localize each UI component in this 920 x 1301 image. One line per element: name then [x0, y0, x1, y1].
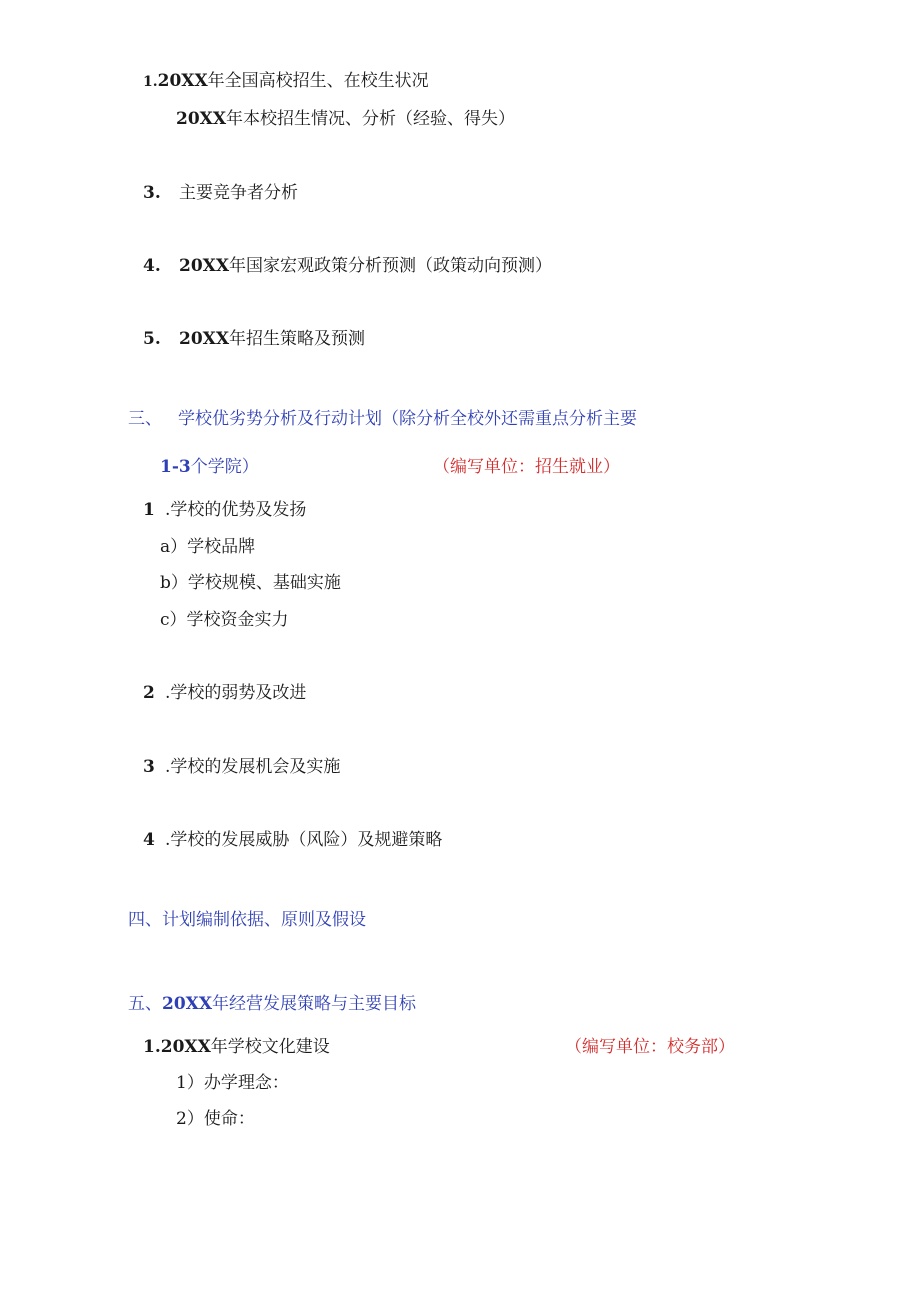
item-number: 3	[143, 757, 155, 777]
list-item-weaknesses	[143, 682, 306, 704]
sub-item-scale: b）学校规模、基础实施	[160, 573, 341, 593]
year-label: 20XX	[179, 329, 230, 349]
unit-note-admissions: （编写单位：招生就业）	[433, 457, 620, 477]
section-heading-swot	[128, 408, 637, 430]
heading-number: 三、	[128, 409, 162, 429]
item-number: 1.	[143, 1037, 161, 1057]
heading-prefix: 五、	[128, 994, 162, 1014]
item-text: .学校的发展机会及实施	[165, 757, 341, 777]
section-heading-strategy-goals	[128, 993, 416, 1015]
list-item-school-culture	[143, 1036, 330, 1058]
year-label: 20XX	[162, 994, 213, 1014]
item-number: 5.	[143, 329, 161, 349]
sub-item-philosophy: 1）办学理念：	[176, 1073, 289, 1093]
list-item-strengths	[143, 499, 306, 521]
item-number: 1	[143, 500, 155, 520]
item-text: 年全国高校招生、在校生状况	[207, 71, 429, 91]
item-text: 年招生策略及预测	[229, 329, 366, 349]
sub-item-funding: c）学校资金实力	[160, 610, 289, 630]
heading-text: 个学院）	[190, 457, 259, 477]
item-text: .学校的发展威胁（风险）及规避策略	[165, 830, 443, 850]
heading-text: 年经营发展策略与主要目标	[212, 994, 417, 1014]
item-number: 3.	[143, 183, 161, 203]
item-text: 年国家宏观政策分析预测（政策动向预测）	[229, 256, 553, 276]
year-label: 20XX	[176, 109, 227, 129]
item-number: 4	[143, 830, 155, 850]
item-number: 4.	[143, 256, 161, 276]
heading-text: 学校优劣势分析及行动计划（除分析全校外还需重点分析主要	[178, 409, 637, 429]
list-item-enrollment-national	[143, 70, 429, 93]
heading-range: 1-3	[160, 457, 191, 477]
item-number: 2	[143, 683, 155, 703]
item-text: .学校的优势及发扬	[165, 500, 307, 520]
year-label: 20XX	[157, 71, 208, 91]
list-item-threats	[143, 829, 442, 851]
sub-item-brand: a）学校品牌	[160, 537, 256, 557]
year-label: 20XX	[179, 256, 230, 276]
sub-item-mission: 2）使命：	[176, 1109, 255, 1129]
list-item-enrollment-school	[176, 108, 515, 130]
list-item-opportunities	[143, 756, 340, 778]
section-heading-planning-basis: 四、计划编制依据、原则及假设	[128, 910, 366, 930]
item-text: 年本校招生情况、分析（经验、得失）	[226, 109, 516, 129]
item-text: 年学校文化建设	[210, 1037, 330, 1057]
list-item-competitors	[143, 182, 298, 204]
item-text: 主要竞争者分析	[179, 183, 298, 203]
list-item-strategy	[143, 328, 365, 350]
section-heading-swot-continued	[160, 456, 259, 478]
year-label: 20XX	[160, 1037, 211, 1057]
item-number: 1.	[143, 74, 158, 90]
item-text: .学校的弱势及改进	[165, 683, 307, 703]
unit-note-school-affairs: （编写单位：校务部）	[565, 1037, 735, 1057]
list-item-policy	[143, 255, 552, 277]
